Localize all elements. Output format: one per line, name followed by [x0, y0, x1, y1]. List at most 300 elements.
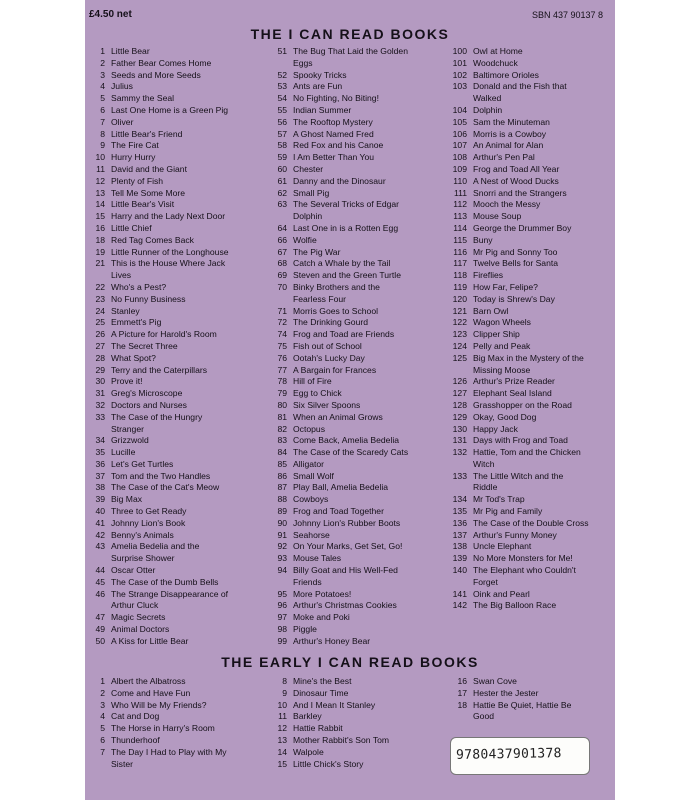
book-number: 12	[95, 175, 105, 186]
book-entry	[87, 270, 229, 282]
book-entry	[445, 688, 571, 700]
book-entry	[445, 46, 589, 58]
book-entry	[445, 129, 589, 141]
book-entry	[265, 176, 408, 188]
book-number: 126	[452, 376, 467, 387]
book-title: Morris is a Cowboy	[473, 128, 547, 139]
book-number: 112	[453, 199, 467, 210]
book-number: 136	[452, 517, 467, 528]
book-entry	[445, 424, 589, 436]
book-title: Hattie, Tom and the Chicken	[473, 447, 581, 458]
book-number: 105	[452, 116, 467, 127]
book-title: Frog and Toad are Friends	[293, 329, 395, 340]
book-number: 16	[457, 676, 467, 686]
book-title: Good	[473, 711, 495, 722]
book-number: 87	[277, 482, 287, 493]
book-number: 117	[453, 258, 467, 269]
book-title: Harry and the Lady Next Door	[111, 211, 226, 222]
book-title: Arthur's Pen Pal	[473, 152, 535, 163]
book-entry	[87, 636, 229, 648]
book-number: 17	[457, 687, 467, 698]
book-title: Oliver	[111, 116, 134, 127]
book-number: 138	[452, 541, 467, 552]
book-title: More Potatoes!	[293, 588, 352, 599]
book-number: 57	[277, 128, 287, 139]
book-title: Tell Me Some More	[111, 187, 186, 198]
book-number	[87, 270, 111, 282]
book-title: The Case of the Dumb Bells	[111, 576, 219, 587]
book-number: 28	[95, 352, 105, 363]
book-entry	[265, 105, 408, 117]
book-number: 38	[95, 482, 105, 493]
book-entry	[265, 676, 389, 688]
book-entry	[265, 700, 389, 712]
book-number: 70	[277, 281, 287, 292]
book-entry	[87, 676, 227, 688]
book-title: Play Ball, Amelia Bedelia	[293, 482, 389, 493]
price: £4.50 net	[89, 9, 132, 20]
book-number: 40	[95, 506, 105, 517]
book-title: The Day I Had to Play with My	[111, 746, 227, 757]
book-number: 61	[277, 175, 287, 186]
book-title: Mouse Soup	[473, 211, 522, 222]
book-title: Piggle	[293, 624, 317, 635]
book-title: The Elephant who Couldn't	[473, 565, 576, 576]
book-entry	[265, 93, 408, 105]
book-title: Frog and Toad All Year	[473, 163, 560, 174]
book-entry	[265, 688, 389, 700]
book-title: Chester	[293, 163, 324, 174]
book-title: Hester the Jester	[473, 687, 539, 698]
book-title: Billy Goat and His Well-Fed	[293, 565, 398, 576]
book-number: 44	[95, 565, 105, 576]
book-title: Last One in is a Rotten Egg	[293, 222, 399, 233]
book-entry	[87, 747, 227, 759]
book-title: Ootah's Lucky Day	[293, 352, 365, 363]
book-number: 142	[452, 600, 467, 611]
book-title: Binky Brothers and the	[293, 281, 380, 292]
book-entry	[265, 494, 408, 506]
book-number: 77	[277, 364, 287, 375]
book-title: Walked	[473, 93, 502, 104]
book-entry	[445, 577, 589, 589]
book-title: Mine's the Best	[293, 676, 352, 686]
book-title: Terry and the Caterpillars	[111, 364, 208, 375]
book-number: 128	[452, 399, 467, 410]
book-entry	[445, 70, 589, 82]
book-entry	[265, 400, 408, 412]
book-entry	[265, 388, 408, 400]
book-title: The Strange Disappearance of	[111, 588, 229, 599]
book-title: Catch a Whale by the Tail	[293, 258, 391, 269]
book-entry	[87, 199, 229, 211]
book-title: Come Back, Amelia Bedelia	[293, 435, 400, 446]
book-entry	[265, 70, 408, 82]
book-number: 5	[100, 93, 105, 104]
book-entry	[445, 329, 589, 341]
book-entry	[87, 723, 227, 735]
book-entry	[87, 482, 229, 494]
book-entry	[265, 270, 408, 282]
book-title: Lives	[111, 270, 132, 281]
book-number: 63	[277, 199, 287, 210]
book-entry	[265, 506, 408, 518]
book-entry	[445, 258, 589, 270]
book-title: Witch	[473, 458, 495, 469]
book-entry	[445, 711, 571, 723]
book-title: Greg's Microscope	[111, 388, 183, 399]
book-entry	[445, 388, 589, 400]
book-title: Stranger	[111, 423, 144, 434]
section-title: THE I CAN READ BOOKS	[250, 26, 450, 42]
book-number: 1	[100, 676, 105, 686]
book-entry	[87, 577, 229, 589]
book-title: The Rooftop Mystery	[293, 116, 373, 127]
book-entry	[87, 565, 229, 577]
book-list-column-3	[445, 46, 589, 612]
book-number: 43	[95, 541, 105, 552]
book-entry	[265, 530, 408, 542]
book-title: Sister	[111, 758, 133, 769]
book-entry	[265, 482, 408, 494]
book-number	[87, 424, 111, 436]
book-entry	[445, 435, 589, 447]
book-number: 2	[100, 57, 105, 68]
book-number: 74	[277, 329, 287, 340]
book-title: Mr Tod's Trap	[473, 494, 525, 505]
book-title: Steven and the Green Turtle	[293, 270, 401, 281]
book-entry	[265, 129, 408, 141]
book-title: Barn Owl	[473, 305, 509, 316]
book-number: 42	[95, 529, 105, 540]
book-title: Three to Get Ready	[111, 506, 187, 517]
book-number: 81	[277, 411, 287, 422]
book-title: Emmett's Pig	[111, 317, 162, 328]
book-title: Small Pig	[293, 187, 330, 198]
book-title: Sam the Minuteman	[473, 116, 550, 127]
book-number: 95	[277, 588, 287, 599]
book-title: Animal Doctors	[111, 624, 170, 635]
book-title: The Fire Cat	[111, 140, 159, 151]
book-title: Dolphin	[473, 104, 503, 115]
book-number: 82	[277, 423, 287, 434]
book-entry	[87, 58, 229, 70]
book-entry	[265, 747, 389, 759]
book-title: Friends	[293, 576, 322, 587]
book-entry	[445, 518, 589, 530]
book-number: 13	[277, 734, 287, 745]
book-entry	[265, 735, 389, 747]
book-title: Arthur's Honey Bear	[293, 635, 371, 646]
book-entry	[87, 294, 229, 306]
book-entry	[87, 247, 229, 259]
early-list-column-3	[445, 676, 571, 723]
book-entry	[445, 365, 589, 377]
book-title: Clipper Ship	[473, 329, 520, 340]
book-title: On Your Marks, Get Set, Go!	[293, 541, 403, 552]
book-title: Okay, Good Dog	[473, 411, 537, 422]
book-number: 45	[95, 576, 105, 587]
book-number	[265, 211, 293, 223]
book-number: 8	[100, 128, 105, 139]
book-entry	[87, 306, 229, 318]
book-title: Oink and Pearl	[473, 588, 530, 599]
book-entry	[265, 140, 408, 152]
book-title: Hill of Fire	[293, 376, 332, 387]
book-title: Surprise Shower	[111, 553, 175, 564]
book-number: 4	[100, 711, 105, 722]
book-number: 93	[277, 553, 287, 564]
book-title: Uncle Elephant	[473, 541, 532, 552]
book-number: 130	[452, 423, 467, 434]
book-title: Donald and the Fish that	[473, 81, 567, 92]
book-number	[445, 482, 473, 494]
book-number: 109	[452, 163, 467, 174]
book-number: 129	[452, 411, 467, 422]
book-title: Mr Pig and Family	[473, 506, 543, 517]
book-title: Today is Shrew's Day	[473, 293, 555, 304]
book-number: 78	[277, 376, 287, 387]
book-number: 68	[277, 258, 287, 269]
book-number: 16	[95, 222, 105, 233]
book-number: 9	[100, 140, 105, 151]
book-title: Forget	[473, 576, 498, 587]
book-title: Small Wolf	[293, 470, 334, 481]
book-title: Missing Moose	[473, 364, 531, 375]
book-number: 67	[277, 246, 287, 257]
book-title: Eggs	[293, 57, 313, 68]
book-title: No Fighting, No Biting!	[293, 93, 379, 104]
book-entry	[445, 117, 589, 129]
book-number: 34	[95, 435, 105, 446]
book-title: Twelve Bells for Santa	[473, 258, 559, 269]
book-number: 50	[95, 635, 105, 646]
book-number: 115	[453, 234, 467, 245]
book-entry	[265, 81, 408, 93]
book-number	[445, 711, 473, 723]
book-number: 118	[453, 270, 467, 281]
book-title: Mooch the Messy	[473, 199, 541, 210]
book-number: 52	[277, 69, 287, 80]
book-title: Little Bear's Visit	[111, 199, 175, 210]
book-number: 123	[452, 329, 467, 340]
book-entry	[265, 46, 408, 58]
book-title: Moke and Poki	[293, 612, 350, 623]
book-number: 114	[453, 222, 467, 233]
book-number: 6	[100, 104, 105, 115]
book-number: 23	[95, 293, 105, 304]
book-number: 14	[277, 746, 287, 757]
early-section-title: THE EARLY I CAN READ BOOKS	[221, 654, 479, 670]
book-title: Hattie Be Quiet, Hattie Be	[473, 699, 572, 710]
book-number: 101	[452, 57, 467, 68]
book-number: 116	[453, 246, 467, 257]
book-entry	[445, 176, 589, 188]
book-title: Swan Cove	[473, 676, 517, 686]
book-number: 72	[277, 317, 287, 328]
book-title: Tom and the Two Handles	[111, 470, 211, 481]
book-number: 5	[100, 723, 105, 734]
book-entry	[265, 723, 389, 735]
book-entry	[87, 117, 229, 129]
book-title: Fireflies	[473, 270, 504, 281]
book-entry	[445, 412, 589, 424]
book-number: 113	[453, 211, 467, 222]
book-title: Benny's Animals	[111, 529, 174, 540]
book-entry	[445, 188, 589, 200]
book-number: 27	[95, 340, 105, 351]
book-number: 62	[277, 187, 287, 198]
book-number: 104	[452, 104, 467, 115]
book-number: 15	[277, 758, 287, 769]
book-number: 96	[277, 600, 287, 611]
book-entry	[445, 376, 589, 388]
book-number: 53	[277, 81, 287, 92]
book-entry	[265, 164, 408, 176]
book-entry	[87, 530, 229, 542]
book-entry	[265, 223, 408, 235]
book-title: Come and Have Fun	[111, 687, 191, 698]
book-title: Seahorse	[293, 529, 330, 540]
book-entry	[265, 589, 408, 601]
book-entry	[265, 353, 408, 365]
book-entry	[445, 494, 589, 506]
book-title: Little Chief	[111, 222, 152, 233]
book-number: 36	[95, 458, 105, 469]
book-title: Albert the Albatross	[111, 676, 186, 686]
book-title: Prove it!	[111, 376, 143, 387]
book-number: 102	[452, 69, 467, 80]
isbn-sticker	[450, 737, 590, 775]
book-entry	[265, 282, 408, 294]
book-entry	[87, 700, 227, 712]
book-number: 108	[452, 152, 467, 163]
book-title: Sammy the Seal	[111, 93, 175, 104]
book-number: 90	[277, 517, 287, 528]
book-title: No Funny Business	[111, 293, 186, 304]
book-entry	[87, 624, 229, 636]
book-list-column-1	[87, 46, 229, 648]
book-title: Who's a Pest?	[111, 281, 167, 292]
book-entry	[445, 294, 589, 306]
book-entry	[87, 258, 229, 270]
book-entry	[445, 400, 589, 412]
book-number: 26	[95, 329, 105, 340]
book-title: Hattie Rabbit	[293, 723, 343, 734]
book-entry	[87, 211, 229, 223]
book-number: 107	[452, 140, 467, 151]
book-entry	[87, 412, 229, 424]
book-number: 69	[277, 270, 287, 281]
book-entry	[87, 735, 227, 747]
book-number: 125	[452, 352, 467, 363]
book-title: Buny	[473, 234, 493, 245]
isbn-sticker-code: 9780437901378	[455, 746, 562, 763]
book-title: A Ghost Named Fred	[293, 128, 374, 139]
book-entry	[87, 329, 229, 341]
book-title: Grasshopper on the Road	[473, 399, 572, 410]
book-title: Happy Jack	[473, 423, 518, 434]
book-title: A Bargain for Frances	[293, 364, 377, 375]
book-number: 110	[453, 175, 467, 186]
book-number: 29	[95, 364, 105, 375]
book-number: 106	[452, 128, 467, 139]
book-number: 15	[95, 211, 105, 222]
book-title: Barkley	[293, 711, 322, 722]
book-entry	[87, 447, 229, 459]
book-entry	[265, 58, 408, 70]
book-title: No More Monsters for Me!	[473, 553, 573, 564]
book-number: 31	[95, 388, 105, 399]
book-number: 86	[277, 470, 287, 481]
book-number: 54	[277, 93, 287, 104]
book-title: A Kiss for Little Bear	[111, 635, 189, 646]
book-number: 51	[277, 46, 287, 56]
book-entry	[445, 152, 589, 164]
book-entry	[87, 435, 229, 447]
book-number	[87, 759, 111, 771]
book-entry	[265, 329, 408, 341]
book-title: David and the Giant	[111, 163, 187, 174]
book-entry	[87, 140, 229, 152]
book-title: Morris Goes to School	[293, 305, 379, 316]
book-title: Julius	[111, 81, 133, 92]
book-title: Red Tag Comes Back	[111, 234, 194, 245]
book-title: Johnny Lion's Book	[111, 517, 186, 528]
book-entry	[265, 365, 408, 377]
book-title: Little Runner of the Longhouse	[111, 246, 229, 257]
book-entry	[265, 553, 408, 565]
sbn-number: SBN 437 90137 8	[531, 10, 603, 20]
book-number: 94	[277, 565, 287, 576]
book-entry	[87, 711, 227, 723]
book-number	[265, 58, 293, 70]
book-entry	[445, 530, 589, 542]
book-title: Wolfie	[293, 234, 317, 245]
book-title: Danny and the Dinosaur	[293, 175, 386, 186]
book-entry	[445, 105, 589, 117]
book-title: Walpole	[293, 746, 324, 757]
book-title: Fearless Four	[293, 293, 347, 304]
book-entry	[87, 223, 229, 235]
book-title: Dinosaur Time	[293, 687, 349, 698]
book-number	[87, 553, 111, 565]
book-title: Cat and Dog	[111, 711, 160, 722]
book-entry	[265, 294, 408, 306]
book-title: Big Max in the Mystery of the	[473, 352, 584, 363]
book-entry	[445, 164, 589, 176]
book-title: The Horse in Harry's Room	[111, 723, 215, 734]
book-number: 41	[95, 517, 105, 528]
book-entry	[445, 471, 589, 483]
book-number: 56	[277, 116, 287, 127]
book-title: Thunderhoof	[111, 734, 160, 745]
book-entry	[265, 235, 408, 247]
book-entry	[445, 341, 589, 353]
book-entry	[445, 140, 589, 152]
book-entry	[265, 636, 408, 648]
book-entry	[445, 676, 571, 688]
book-title: A Nest of Wood Ducks	[473, 175, 559, 186]
book-number: 79	[277, 388, 287, 399]
book-number: 97	[277, 612, 287, 623]
book-number	[445, 459, 473, 471]
book-entry	[265, 759, 389, 771]
book-entry	[265, 612, 408, 624]
book-number: 18	[457, 699, 467, 710]
book-title: The Pig War	[293, 246, 341, 257]
book-title: The Case of the Scaredy Cats	[293, 447, 409, 458]
